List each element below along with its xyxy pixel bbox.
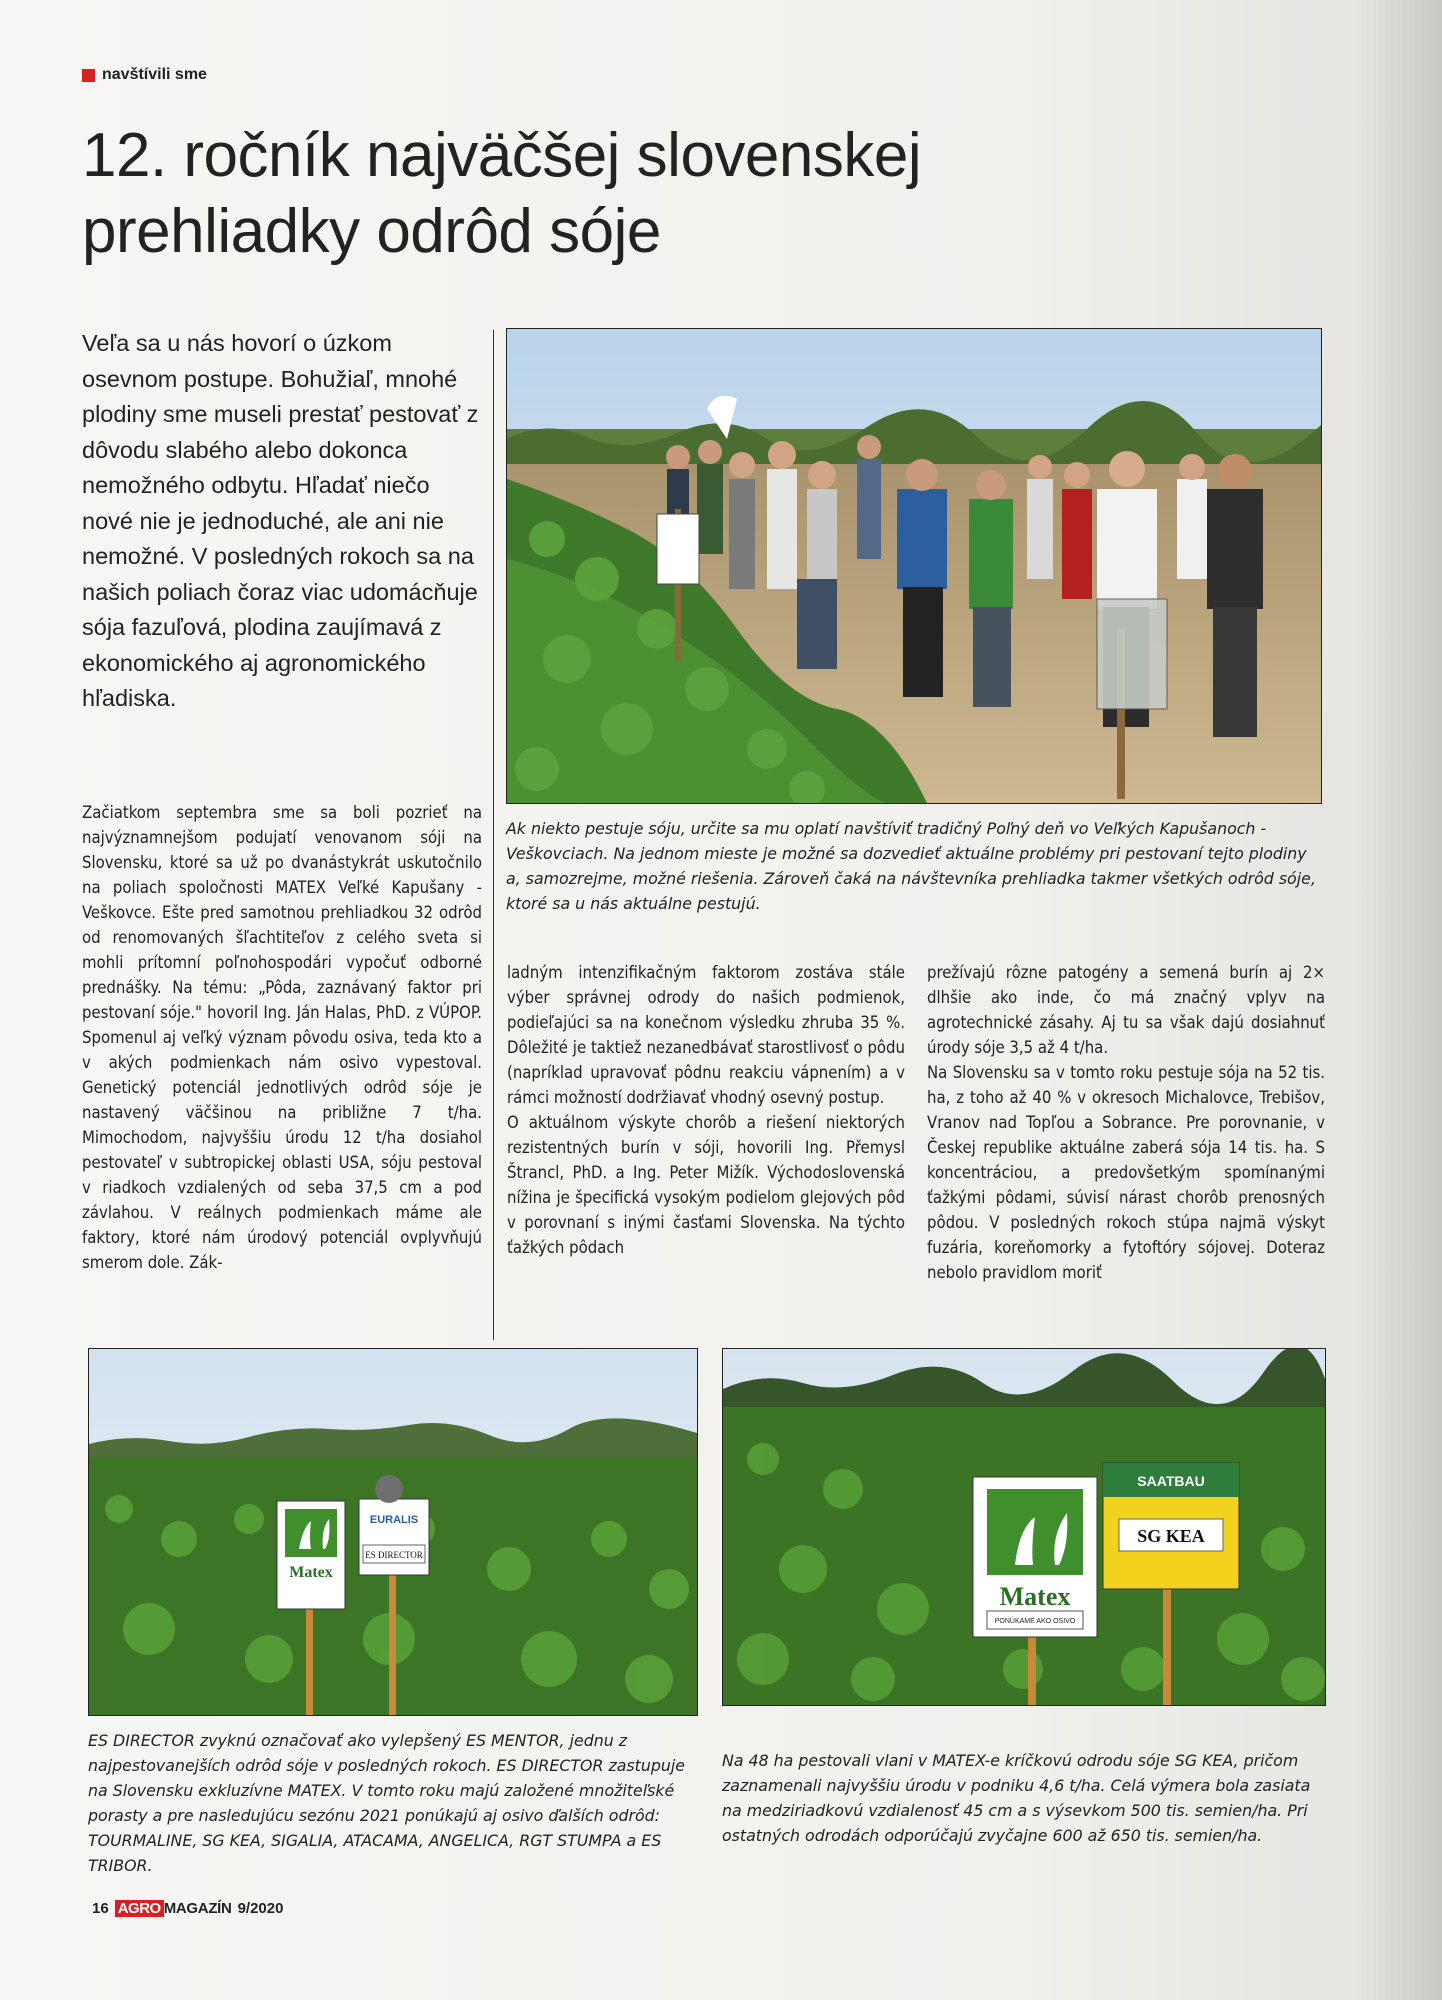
- es-director-sign-label: ES DIRECTOR: [365, 1550, 423, 1560]
- photo-es-director-field: [88, 1348, 698, 1716]
- issue-number: 9/2020: [237, 1900, 284, 1917]
- col3-paragraph-2: Na Slovensku sa v tomto roku pestuje sója na 52 tis. ha, z toho až 40 % v okresoch Michalovce, Trebišov, Vranov nad Topľou a Sobrance. Pre porovnanie, v Českej republike aktuálne zaberá sója 14 tis. ha. S koncentráciou, a predovšetkým spomínanými ťažkými pôdami, súvisí nárast chorôb prenosných pôdou. V posledných rokoch stúpa najmä výskyt fuzária, koreňomorky a fytoftóry sójovej. Doteraz nebolo pravidlom moriť: [927, 1063, 1325, 1282]
- caption-bottom-right-photo: Na 48 ha pestovali vlani v MATEX-e kríčkovú odrodu sóje SG KEA, pričom zaznamenali najvyššiu úrodu v podniku 4,6 t/ha. Celá výmera bola zasiata na medziriadkovú vzdialenosť 45 cm a s výsevkom 500 tis. semien/ha. Pri ostatných odrodách odporúčajú zvyčajne 600 až 650 tis. semien/ha.: [722, 1751, 1311, 1845]
- matex-sign-sublabel: PONÚKAME AKO OSIVO: [994, 1618, 1076, 1625]
- photo-field-day-crowd: [506, 328, 1322, 804]
- page-number: 16: [92, 1900, 109, 1917]
- col2-paragraph-2: O aktuálnom výskyte chorôb a riešení niektorých rezistentných burín v sóji, hovorili Ing. Přemysl Štrancl, PhD. a Ing. Peter Mižík. Východoslovenská nížina je špecifická vysokým podielom glejových pôd v porovnaní s inými časťami Slovenska. Na týchto ťažkých pôdach: [507, 1113, 905, 1257]
- headline-line-2: prehliadky odrôd sóje: [82, 197, 661, 266]
- body-column-3: [927, 960, 1325, 1285]
- column-divider: [493, 330, 494, 1340]
- body-column-1: [82, 800, 482, 1275]
- magazine-logo: [115, 1900, 232, 1917]
- col2-paragraph-1: ladným intenzifikačným faktorom zostáva stále výber správnej odrody do našich podmienok, podieľajúci sa na konečnom výsledku zhruba 35 %. Dôležité je taktiež nezanedbávať starostlivosť o pôdu (napríklad upravovať pôdnu reakciu vápnením) a v rámci možností dodržiavať vhodný osevný postup.: [507, 963, 905, 1107]
- saatbau-sign-label: SAATBAU: [1137, 1473, 1205, 1489]
- red-square-icon: [82, 69, 95, 82]
- section-tag-label: navštívili sme: [102, 66, 207, 83]
- matex-sign-label-right: Matex: [999, 1582, 1071, 1611]
- article-headline: [82, 118, 1082, 270]
- caption-bottom-left-photo: ES DIRECTOR zvyknú označovať ako vylepšený ES MENTOR, jednu z najpestovanejších odrôd sóje v posledných rokoch. ES DIRECTOR zastupuje na Slovensku exkluzívne MATEX. V tomto roku majú založené množiteľské porasty a pre nasledujúcu sezónu 2021 ponúkajú aj osivo ďalších odrôd: TOURMALINE, SG KEA, SIGALIA, ATACAMA, ANGELICA, RGT STUMPA a ES TRIBOR.: [88, 1731, 686, 1875]
- matex-sign-label-left: Matex: [289, 1564, 333, 1581]
- col1-paragraph: Začiatkom septembra sme sa boli pozrieť na najvýznamnejšom podujatí venovanom sóji na Slovensku, ktoré sa už po dvanástykrát uskutočnilo na poliach spoločnosti MATEX Veľké Kapušany - Veškovce. Ešte pred samotnou prehliadkou 32 odrôd od renomovaných šľachtiteľov z celého sveta si mohli prítomní poľnohospodári vypočuť odborné prednášky. Na tému: „Pôda, zaznávaný faktor pri pestovaní sóje." hovoril Ing. Ján Halas, PhD. z VÚPOP. Spomenul aj veľký význam pôvodu osiva, teda kto a v akých podmienkach nám osivo vypestoval. Genetický potenciál jednotlivých odrôd sóje je nastavený väčšinou na približne 7 t/ha. Mimochodom, najvyššiu úrodu 12 t/ha dosiahol pestovateľ v subtropickej oblasti USA, sóju pestoval v riadkoch vzdialených od seba 37,5 cm a pod závlahou. V reálnych podmienkach máme ale faktory, ktoré nám úrodový potenciál ovplyvňujú smerom dole. Zák-: [82, 803, 482, 1272]
- body-column-2: [507, 960, 905, 1260]
- page-footer: [92, 1900, 283, 1917]
- photo-sg-kea-field: [722, 1348, 1326, 1706]
- magazine-logo-agro: AGRO: [115, 1900, 164, 1917]
- col3-paragraph-1: prežívajú rôzne patogény a semená burín aj 2× dlhšie ako inde, čo má značný vplyv na agrotechnické zásahy. Aj tu sa však dajú dosiahnuť úrody sóje 3,5 až 4 t/ha.: [927, 963, 1325, 1057]
- headline-line-1: 12. ročník najväčšej slovenskej: [82, 121, 922, 190]
- magazine-logo-magazin: MAGAZÍN: [163, 1900, 232, 1917]
- section-tag: [82, 66, 207, 84]
- lead-paragraph: Veľa sa u nás hovorí o úzkom osevnom postupe. Bohužiaľ, mnohé plodiny sme museli prestať pestovať z dôvodu slabého alebo dokonca nemožného odbytu. Hľadať niečo nové nie je jednoduché, ale ani nie nemožné. V posledných rokoch sa na našich poliach čoraz viac udomácňuje sója fazuľová, plodina zaujímavá z ekonomického aj agronomického hľadiska.: [82, 330, 479, 711]
- euralis-sign-label: EURALIS: [369, 1514, 419, 1526]
- caption-top-photo: Ak niekto pestuje sóju, určite sa mu oplatí navštíviť tradičný Poľný deň vo Veľkých Kapušanoch - Veškovciach. Na jednom mieste je možné sa dozvedieť aktuálne problémy pri pestovaní tejto plodiny a, samozrejme, možné riešenia. Zároveň čaká na návštevníka prehliadka takmer všetkých odrôd sóje, ktoré sa u nás aktuálne pestujú.: [506, 819, 1316, 913]
- sg-kea-sign-label: SG KEA: [1137, 1526, 1205, 1546]
